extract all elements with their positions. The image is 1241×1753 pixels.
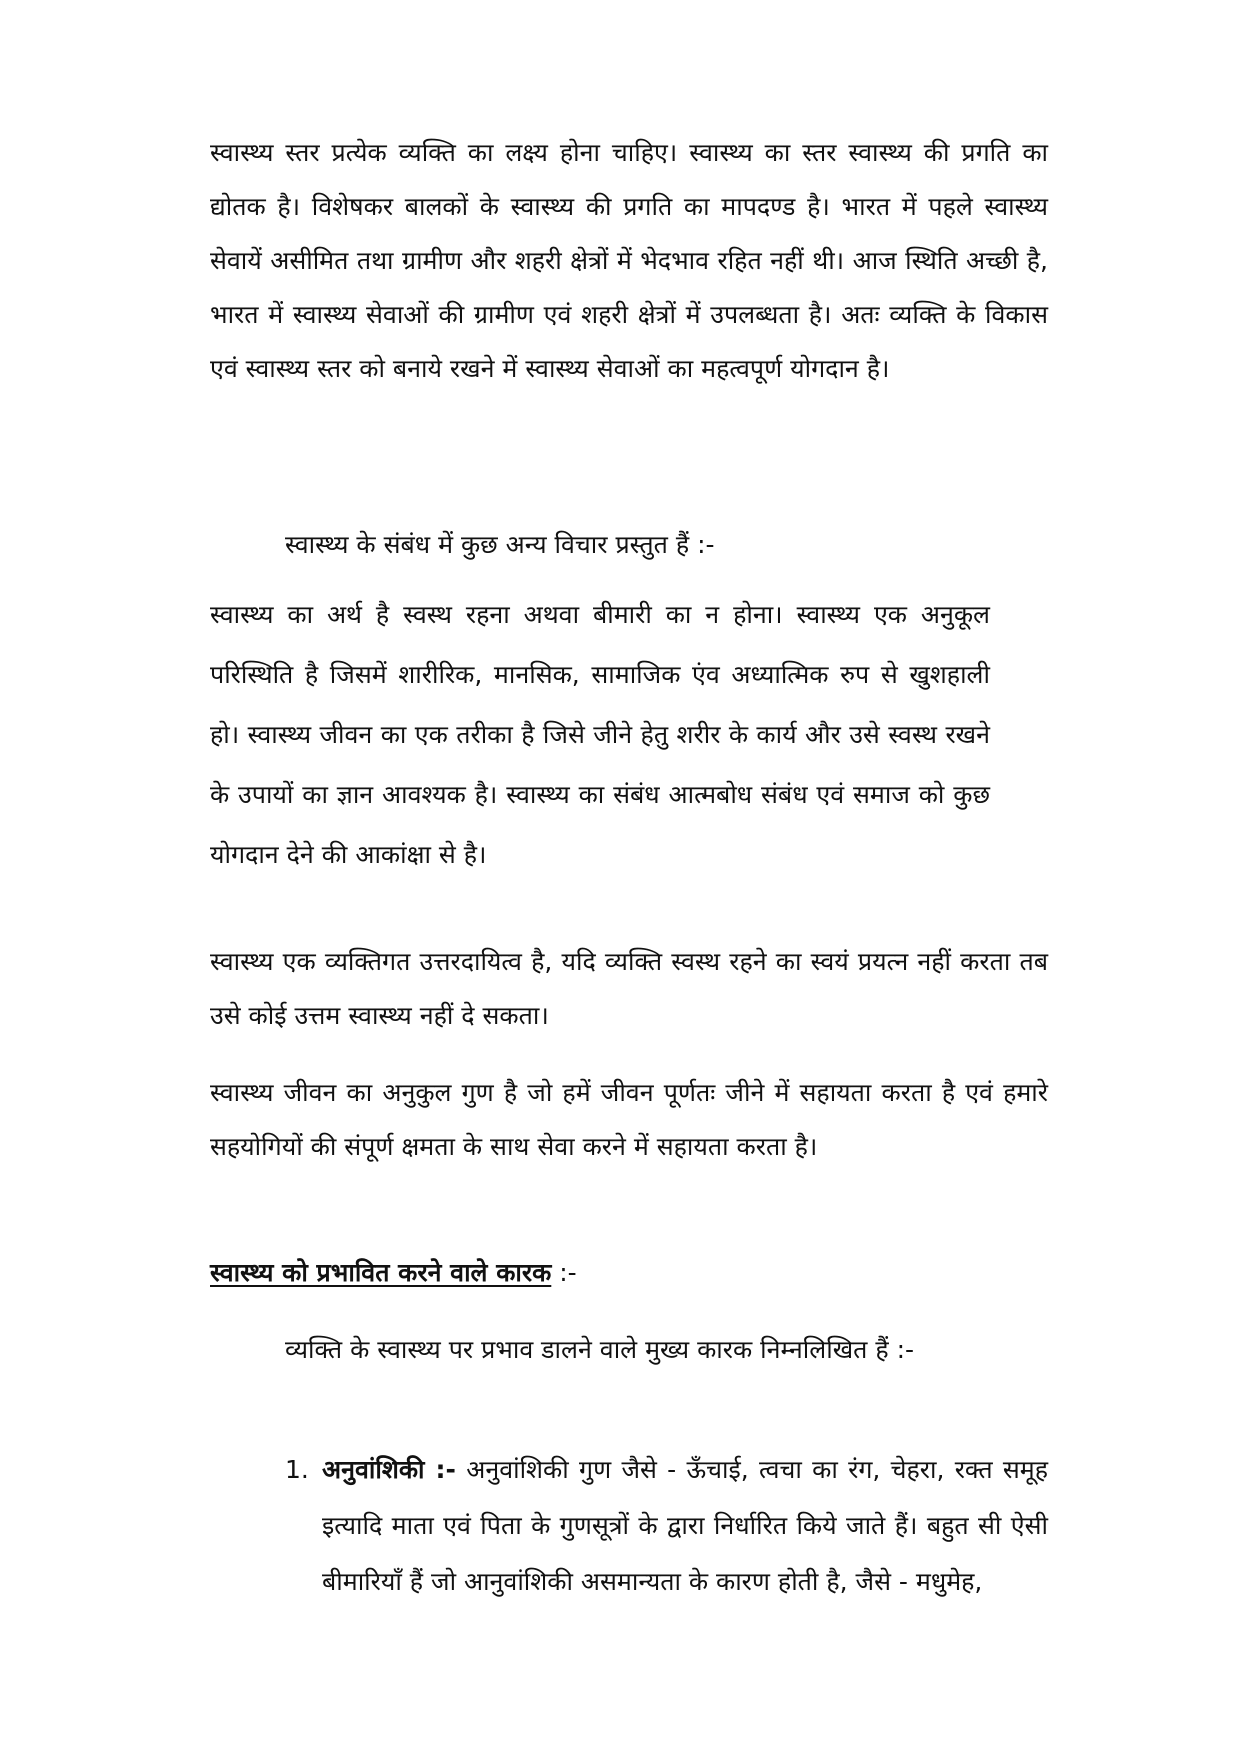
paragraph-personal-responsibility [210, 935, 1048, 1043]
section-heading-suffix: :- [559, 1258, 577, 1287]
paragraph-text: स्वास्थ्य जीवन का अनुकुल गुण है जो हमें जीवन पूर्णतः जीने में सहायता करता है एवं हमारे सहयोगियों की संपूर्ण क्षमता के साथ सेवा करने में सहायता करता है। [210, 1078, 1048, 1161]
paragraph-text: स्वास्थ्य एक व्यक्तिगत उत्तरदायित्व है, यदि व्यक्ति स्वस्थ रहने का स्वयं प्रयत्न नहीं करता तब उसे कोई उत्तम स्वास्थ्य नहीं दे सकता। [210, 947, 1048, 1030]
paragraph-health-quality [210, 1066, 1048, 1174]
list-item-number: 1. [285, 1455, 309, 1484]
paragraph-health-level [210, 126, 1048, 396]
factor-list [285, 1442, 1048, 1610]
list-item-term: अनुवांशिकी :- [322, 1455, 456, 1484]
other-views-intro: स्वास्थ्य के संबंध में कुछ अन्य विचार प्रस्तुत हैं :- [285, 530, 715, 559]
section-heading-title: स्वास्थ्य को प्रभावित करने वाले कारक [210, 1258, 552, 1287]
section-intro: व्यक्ति के स्वास्थ्य पर प्रभाव डालने वाले मुख्य कारक निम्नलिखित हैं :- [285, 1335, 915, 1364]
paragraph-text: स्वास्थ्य स्तर प्रत्येक व्यक्ति का लक्ष्य होना चाहिए। स्वास्थ्य का स्तर स्वास्थ्य की प्रगति का द्योतक है। विशेषकर बालकों के स्वास्थ्य की प्रगति का मापदण्ड है। भारत में पहले स्वास्थ्य सेवायें असीमित तथा ग्रामीण और शहरी क्षेत्रों में भेदभाव रहित नहीं थी। आज स्थिति अच्छी है, भारत में स्वास्थ्य सेवाओं की ग्रामीण एवं शहरी क्षेत्रों में उपलब्धता है। अतः व्यक्ति के विकास एवं स्वास्थ्य स्तर को बनाये रखने में स्वास्थ्य सेवाओं का महत्वपूर्ण योगदान है। [210, 138, 1048, 383]
paragraph-health-meaning: स्वास्थ्य का अर्थ है स्वस्थ रहना अथवा बीमारी का न होना। स्वास्थ्य एक अनुकूल परिस्थिति है जिसमें शारीरिक, मानसिक, सामाजिक एंव अध्यात्मिक रुप से खुशहाली हो। स्वास्थ्य जीवन का एक तरीका है जिसे जीने हेतु शरीर के कार्य और उसे स्वस्थ रखने के उपायों का ज्ञान आवश्यक है। स्वास्थ्य का संबंध आत्मबोध संबंध एवं समाज को कुछ योगदान देने की आकांक्षा से है। [210, 600, 990, 869]
list-item-text: अनुवांशिकी गुण जैसे - ऊँचाई, त्वचा का रंग, चेहरा, रक्त समूह इत्यादि माता एवं पिता के गुणसूत्रों के द्वारा निर्धारित किये जाते हैं। बहुत सी ऐसी बीमारियाँ हैं जो आनुवांशिकी असमान्यता के कारण होती है, जैसे - मधुमेह, [322, 1455, 1048, 1596]
list-item [285, 1442, 1048, 1610]
section-heading [210, 1255, 577, 1291]
